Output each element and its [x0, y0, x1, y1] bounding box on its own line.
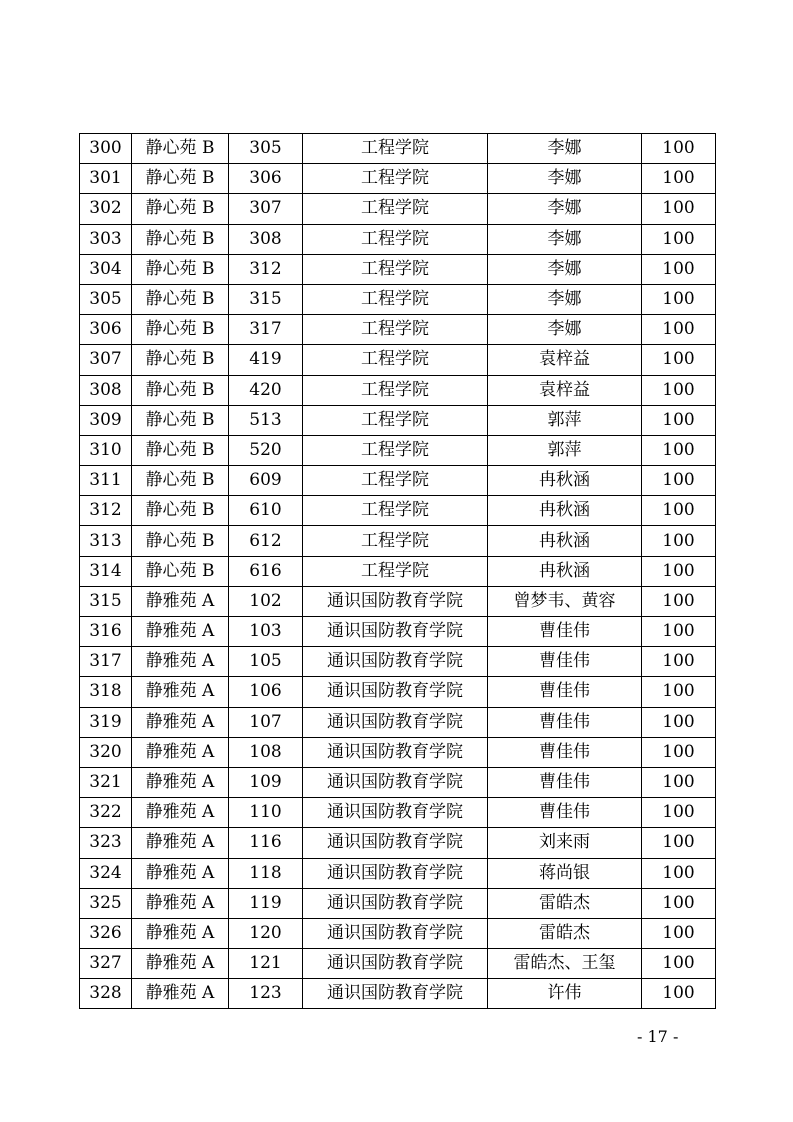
row-number-cell: 307	[80, 345, 132, 375]
building-cell: 静心苑 B	[132, 224, 229, 254]
table-row	[80, 647, 716, 677]
responsible-person-cell: 李娜	[488, 254, 642, 284]
table-row	[80, 254, 716, 284]
building-cell: 静心苑 B	[132, 315, 229, 345]
room-number-cell: 105	[229, 647, 303, 677]
table-row	[80, 828, 716, 858]
row-number-cell: 306	[80, 315, 132, 345]
room-number-cell: 103	[229, 617, 303, 647]
college-cell: 工程学院	[303, 254, 488, 284]
table-row	[80, 858, 716, 888]
row-number-cell: 308	[80, 375, 132, 405]
row-number-cell: 319	[80, 707, 132, 737]
table-row	[80, 949, 716, 979]
building-cell: 静心苑 B	[132, 134, 229, 164]
building-cell: 静心苑 B	[132, 405, 229, 435]
college-cell: 工程学院	[303, 435, 488, 465]
responsible-person-cell: 许伟	[488, 979, 642, 1009]
row-number-cell: 316	[80, 617, 132, 647]
table-row	[80, 284, 716, 314]
table-row	[80, 466, 716, 496]
room-number-cell: 120	[229, 918, 303, 948]
room-number-cell: 119	[229, 888, 303, 918]
college-cell: 通识国防教育学院	[303, 617, 488, 647]
score-cell: 100	[642, 586, 716, 616]
score-cell: 100	[642, 617, 716, 647]
score-cell: 100	[642, 435, 716, 465]
building-cell: 静心苑 B	[132, 435, 229, 465]
college-cell: 通识国防教育学院	[303, 888, 488, 918]
row-number-cell: 305	[80, 284, 132, 314]
college-cell: 通识国防教育学院	[303, 918, 488, 948]
score-cell: 100	[642, 949, 716, 979]
college-cell: 工程学院	[303, 224, 488, 254]
score-cell: 100	[642, 134, 716, 164]
college-cell: 通识国防教育学院	[303, 798, 488, 828]
row-number-cell: 323	[80, 828, 132, 858]
table-row	[80, 617, 716, 647]
table-row	[80, 767, 716, 797]
building-cell: 静雅苑 A	[132, 767, 229, 797]
building-cell: 静心苑 B	[132, 496, 229, 526]
row-number-cell: 300	[80, 134, 132, 164]
building-cell: 静雅苑 A	[132, 707, 229, 737]
room-number-cell: 420	[229, 375, 303, 405]
table-row	[80, 405, 716, 435]
responsible-person-cell: 袁梓益	[488, 345, 642, 375]
responsible-person-cell: 李娜	[488, 134, 642, 164]
building-cell: 静雅苑 A	[132, 737, 229, 767]
row-number-cell: 325	[80, 888, 132, 918]
building-cell: 静心苑 B	[132, 526, 229, 556]
table-row	[80, 798, 716, 828]
college-cell: 工程学院	[303, 284, 488, 314]
table-row	[80, 888, 716, 918]
room-number-cell: 317	[229, 315, 303, 345]
responsible-person-cell: 雷皓杰	[488, 918, 642, 948]
row-number-cell: 311	[80, 466, 132, 496]
responsible-person-cell: 李娜	[488, 164, 642, 194]
responsible-person-cell: 冉秋涵	[488, 496, 642, 526]
building-cell: 静心苑 B	[132, 164, 229, 194]
row-number-cell: 326	[80, 918, 132, 948]
college-cell: 通识国防教育学院	[303, 979, 488, 1009]
score-cell: 100	[642, 918, 716, 948]
table-row	[80, 918, 716, 948]
building-cell: 静雅苑 A	[132, 677, 229, 707]
responsible-person-cell: 曹佳伟	[488, 647, 642, 677]
room-number-cell: 610	[229, 496, 303, 526]
building-cell: 静心苑 B	[132, 375, 229, 405]
building-cell: 静雅苑 A	[132, 918, 229, 948]
table-row	[80, 979, 716, 1009]
college-cell: 通识国防教育学院	[303, 949, 488, 979]
responsible-person-cell: 李娜	[488, 224, 642, 254]
building-cell: 静心苑 B	[132, 556, 229, 586]
table-row	[80, 164, 716, 194]
score-cell: 100	[642, 496, 716, 526]
row-number-cell: 317	[80, 647, 132, 677]
room-number-cell: 609	[229, 466, 303, 496]
table-body	[80, 134, 716, 1009]
score-cell: 100	[642, 345, 716, 375]
table-row	[80, 737, 716, 767]
responsible-person-cell: 李娜	[488, 284, 642, 314]
score-cell: 100	[642, 315, 716, 345]
table-row	[80, 315, 716, 345]
responsible-person-cell: 曹佳伟	[488, 677, 642, 707]
responsible-person-cell: 雷皓杰、王玺	[488, 949, 642, 979]
score-cell: 100	[642, 284, 716, 314]
responsible-person-cell: 刘来雨	[488, 828, 642, 858]
row-number-cell: 314	[80, 556, 132, 586]
responsible-person-cell: 李娜	[488, 315, 642, 345]
score-cell: 100	[642, 556, 716, 586]
building-cell: 静心苑 B	[132, 466, 229, 496]
row-number-cell: 313	[80, 526, 132, 556]
building-cell: 静心苑 B	[132, 284, 229, 314]
building-cell: 静雅苑 A	[132, 647, 229, 677]
room-number-cell: 108	[229, 737, 303, 767]
row-number-cell: 315	[80, 586, 132, 616]
college-cell: 工程学院	[303, 556, 488, 586]
score-cell: 100	[642, 767, 716, 797]
college-cell: 通识国防教育学院	[303, 767, 488, 797]
building-cell: 静雅苑 A	[132, 979, 229, 1009]
building-cell: 静心苑 B	[132, 194, 229, 224]
room-number-cell: 106	[229, 677, 303, 707]
room-number-cell: 306	[229, 164, 303, 194]
college-cell: 通识国防教育学院	[303, 737, 488, 767]
responsible-person-cell: 曾梦韦、黄容	[488, 586, 642, 616]
table-row	[80, 496, 716, 526]
dormitory-score-table	[79, 133, 716, 1009]
college-cell: 工程学院	[303, 345, 488, 375]
room-number-cell: 109	[229, 767, 303, 797]
score-cell: 100	[642, 194, 716, 224]
room-number-cell: 520	[229, 435, 303, 465]
building-cell: 静心苑 B	[132, 345, 229, 375]
room-number-cell: 123	[229, 979, 303, 1009]
building-cell: 静雅苑 A	[132, 828, 229, 858]
building-cell: 静雅苑 A	[132, 798, 229, 828]
table-row	[80, 375, 716, 405]
college-cell: 通识国防教育学院	[303, 586, 488, 616]
table-row	[80, 586, 716, 616]
row-number-cell: 321	[80, 767, 132, 797]
table-row	[80, 677, 716, 707]
room-number-cell: 121	[229, 949, 303, 979]
table-row	[80, 194, 716, 224]
score-cell: 100	[642, 224, 716, 254]
score-cell: 100	[642, 647, 716, 677]
score-cell: 100	[642, 466, 716, 496]
table-row	[80, 224, 716, 254]
row-number-cell: 327	[80, 949, 132, 979]
room-number-cell: 305	[229, 134, 303, 164]
room-number-cell: 118	[229, 858, 303, 888]
responsible-person-cell: 雷皓杰	[488, 888, 642, 918]
table-row	[80, 707, 716, 737]
college-cell: 工程学院	[303, 164, 488, 194]
responsible-person-cell: 蒋尚银	[488, 858, 642, 888]
room-number-cell: 616	[229, 556, 303, 586]
table-row	[80, 134, 716, 164]
score-cell: 100	[642, 828, 716, 858]
room-number-cell: 315	[229, 284, 303, 314]
building-cell: 静雅苑 A	[132, 888, 229, 918]
responsible-person-cell: 冉秋涵	[488, 556, 642, 586]
score-cell: 100	[642, 526, 716, 556]
room-number-cell: 102	[229, 586, 303, 616]
room-number-cell: 116	[229, 828, 303, 858]
score-cell: 100	[642, 979, 716, 1009]
responsible-person-cell: 冉秋涵	[488, 526, 642, 556]
score-cell: 100	[642, 888, 716, 918]
row-number-cell: 324	[80, 858, 132, 888]
college-cell: 工程学院	[303, 134, 488, 164]
score-cell: 100	[642, 798, 716, 828]
score-cell: 100	[642, 254, 716, 284]
score-cell: 100	[642, 737, 716, 767]
room-number-cell: 419	[229, 345, 303, 375]
college-cell: 工程学院	[303, 375, 488, 405]
table-row	[80, 435, 716, 465]
score-cell: 100	[642, 677, 716, 707]
score-cell: 100	[642, 405, 716, 435]
college-cell: 通识国防教育学院	[303, 828, 488, 858]
college-cell: 工程学院	[303, 466, 488, 496]
row-number-cell: 302	[80, 194, 132, 224]
responsible-person-cell: 郭萍	[488, 405, 642, 435]
responsible-person-cell: 郭萍	[488, 435, 642, 465]
room-number-cell: 612	[229, 526, 303, 556]
room-number-cell: 107	[229, 707, 303, 737]
college-cell: 通识国防教育学院	[303, 647, 488, 677]
score-cell: 100	[642, 707, 716, 737]
college-cell: 通识国防教育学院	[303, 858, 488, 888]
row-number-cell: 328	[80, 979, 132, 1009]
room-number-cell: 307	[229, 194, 303, 224]
room-number-cell: 308	[229, 224, 303, 254]
college-cell: 工程学院	[303, 405, 488, 435]
row-number-cell: 301	[80, 164, 132, 194]
row-number-cell: 318	[80, 677, 132, 707]
score-cell: 100	[642, 858, 716, 888]
responsible-person-cell: 曹佳伟	[488, 707, 642, 737]
college-cell: 工程学院	[303, 526, 488, 556]
building-cell: 静雅苑 A	[132, 949, 229, 979]
college-cell: 通识国防教育学院	[303, 707, 488, 737]
table-row	[80, 556, 716, 586]
room-number-cell: 110	[229, 798, 303, 828]
responsible-person-cell: 袁梓益	[488, 375, 642, 405]
row-number-cell: 312	[80, 496, 132, 526]
responsible-person-cell: 曹佳伟	[488, 767, 642, 797]
room-number-cell: 312	[229, 254, 303, 284]
building-cell: 静雅苑 A	[132, 858, 229, 888]
building-cell: 静心苑 B	[132, 254, 229, 284]
college-cell: 工程学院	[303, 315, 488, 345]
responsible-person-cell: 曹佳伟	[488, 737, 642, 767]
table-row	[80, 526, 716, 556]
responsible-person-cell: 李娜	[488, 194, 642, 224]
row-number-cell: 310	[80, 435, 132, 465]
responsible-person-cell: 冉秋涵	[488, 466, 642, 496]
college-cell: 工程学院	[303, 496, 488, 526]
row-number-cell: 303	[80, 224, 132, 254]
row-number-cell: 322	[80, 798, 132, 828]
room-number-cell: 513	[229, 405, 303, 435]
page-number: - 17 -	[637, 1027, 679, 1046]
responsible-person-cell: 曹佳伟	[488, 617, 642, 647]
college-cell: 工程学院	[303, 194, 488, 224]
row-number-cell: 320	[80, 737, 132, 767]
row-number-cell: 304	[80, 254, 132, 284]
score-cell: 100	[642, 375, 716, 405]
score-cell: 100	[642, 164, 716, 194]
table-row	[80, 345, 716, 375]
building-cell: 静雅苑 A	[132, 586, 229, 616]
responsible-person-cell: 曹佳伟	[488, 798, 642, 828]
row-number-cell: 309	[80, 405, 132, 435]
building-cell: 静雅苑 A	[132, 617, 229, 647]
college-cell: 通识国防教育学院	[303, 677, 488, 707]
